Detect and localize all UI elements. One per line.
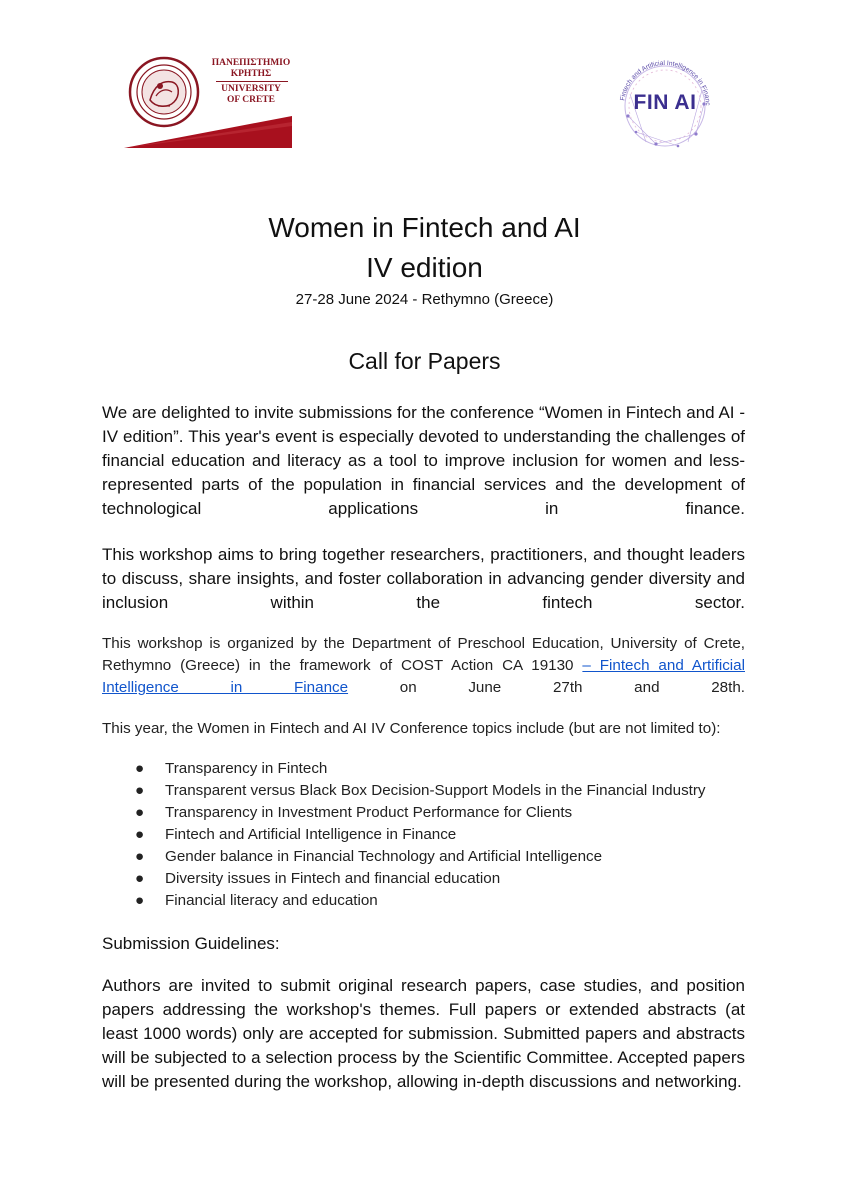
logo-divider [216, 81, 288, 82]
bullet-icon: ● [135, 826, 145, 843]
cost-action-link[interactable]: – Fintech and Artificial Intelligence in Finance [102, 657, 745, 696]
bullet-icon: ● [135, 870, 145, 887]
topic-text: Financial literacy and education [165, 892, 378, 909]
bullet-icon: ● [135, 760, 145, 777]
fin-ai-logo [606, 54, 724, 150]
list-item [102, 824, 745, 846]
conference-title: Women in Fintech and AI [268, 212, 581, 243]
logo-red-band [124, 116, 292, 148]
university-of-crete-logo [124, 54, 292, 148]
list-item [102, 890, 745, 912]
university-english-name [206, 84, 296, 106]
topics-list [102, 758, 745, 912]
list-item [102, 758, 745, 780]
greek-name-line2: ΚΡΗΤΗΣ [230, 69, 272, 79]
topic-text: Diversity issues in Fintech and financial education [165, 870, 501, 887]
greek-name-line1: ΠΑΝΕΠΙΣΤΗΜΙΟ [211, 58, 291, 68]
submission-guidelines-heading: Submission Guidelines: [102, 934, 280, 953]
topic-text: Fintech and Artificial Intelligence in Finance [165, 826, 457, 843]
call-for-papers-heading: Call for Papers [348, 348, 501, 374]
conference-edition: IV edition [366, 252, 483, 283]
organizer-paragraph [102, 633, 745, 721]
intro-paragraph: We are delighted to invite submissions for the conference “Women in Fintech and AI - IV edition”. This year's event is especially devoted to understanding the challenges of financial education and literacy as a tool to improve inclusion for women and less-represented parts of the population in financial services and the development of technological applications in finance. [102, 403, 745, 518]
list-item [102, 868, 745, 890]
organizer-dates-text: on June 27th and 28th. [348, 679, 745, 696]
organizer-text: This workshop is organized by the Department of Preschool Education, University of Crete, Rethymno (Greece) in the framework of COST Action CA 19130 [102, 635, 745, 674]
bullet-icon: ● [135, 848, 145, 865]
english-name-line2: OF CRETE [227, 95, 275, 105]
list-item [102, 802, 745, 824]
submission-guidelines-paragraph: Authors are invited to submit original research papers, case studies, and position papers addressing the workshop's themes. Full papers or extended abstracts (at least 1000 words) only are accepted for submission. Submitted papers and abstracts will be subjected to a selection process by the Scientific Committee. Accepted papers will be presented during the workshop, allowing in-depth discussions and networking. [102, 976, 745, 1091]
topics-intro: This year, the Women in Fintech and AI IV Conference topics include (but are not limited to): [102, 720, 721, 737]
university-greek-name [206, 58, 296, 80]
bullet-icon: ● [135, 782, 145, 799]
fin-ai-ring-text: Fintech and Artificial Intelligence in Financ [619, 60, 712, 106]
fin-ai-label: FIN AI [633, 91, 697, 114]
list-item [102, 846, 745, 868]
bullet-icon: ● [135, 892, 145, 909]
topic-text: Transparency in Fintech [165, 760, 328, 777]
conference-dates-location: 27-28 June 2024 - Rethymno (Greece) [295, 291, 554, 308]
topic-text: Transparent versus Black Box Decision-Support Models in the Financial Industry [165, 782, 706, 799]
workshop-aims-paragraph: This workshop aims to bring together researchers, practitioners, and thought leaders to discuss, share insights, and foster collaboration in advancing gender diversity and inclusion within the fintech sector. [102, 545, 745, 612]
topic-text: Gender balance in Financial Technology and Artificial Intelligence [165, 848, 603, 865]
english-name-line1: UNIVERSITY [221, 84, 281, 94]
list-item [102, 780, 745, 802]
topic-text: Transparency in Investment Product Performance for Clients [165, 804, 573, 821]
bullet-icon: ● [135, 804, 145, 821]
